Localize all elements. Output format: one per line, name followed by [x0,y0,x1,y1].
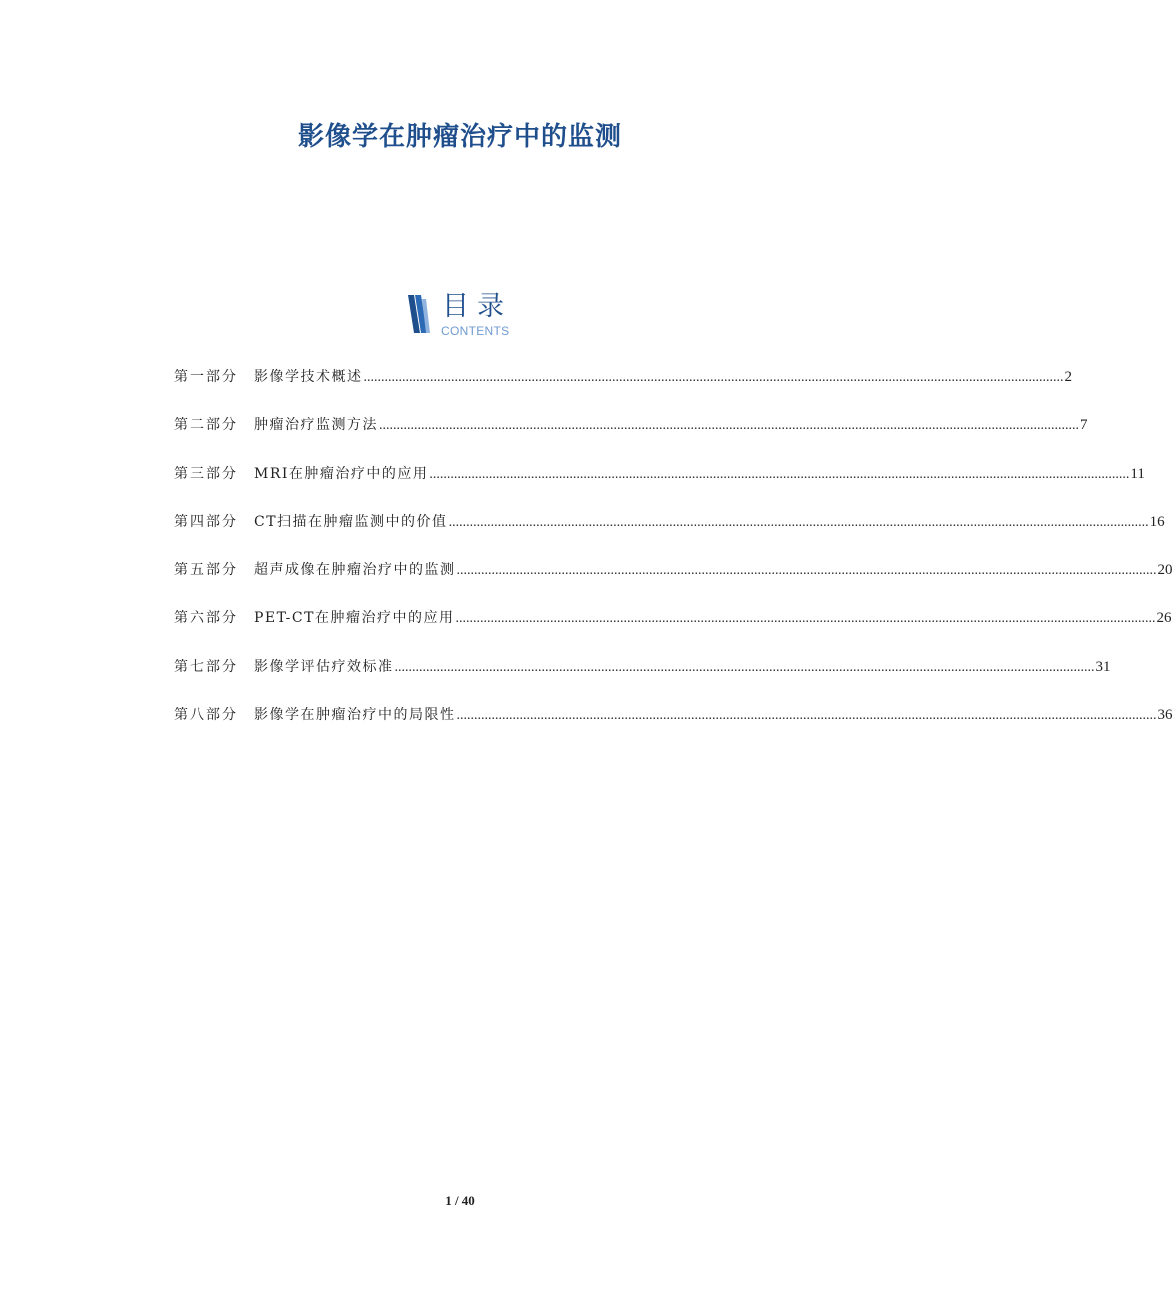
toc-entry-part: 第二部分 [174,417,238,434]
toc-entry-title: PET-CT在肿瘤治疗中的应用 [254,610,455,627]
toc-entry-title: 影像学技术概述 [254,369,363,385]
toc-entry-part: 第五部分 [174,562,238,579]
toc-dot-leader: ........................................................................................................................................................................................................ [429,466,1130,482]
toc-entry[interactable] [174,367,1072,415]
toc-entry-part: 第八部分 [174,707,238,724]
toc-entry[interactable] [174,464,1145,512]
toc-entry-page: 2 [1064,369,1072,385]
toc-heading: 目录 [442,291,512,322]
toc-logo-icon [406,295,432,335]
toc-entry[interactable] [174,657,1111,705]
toc-entry[interactable] [174,608,1172,656]
toc-entry-part: 第六部分 [174,610,238,627]
toc-list [174,367,1173,753]
toc-dot-leader: ........................................................................................................................................................................................................ [394,659,1095,675]
toc-dot-leader: ........................................................................................................................................................................................................ [379,418,1079,434]
toc-entry[interactable] [174,415,1088,463]
toc-dot-leader: ........................................................................................................................................................................................................ [363,370,1064,385]
document-title: 影像学在肿瘤治疗中的监测 [297,122,622,152]
toc-entry[interactable] [174,705,1173,753]
toc-dot-leader: ........................................................................................................................................................................................................ [456,708,1157,724]
toc-entry-part: 第三部分 [174,465,238,482]
toc-entry-part: 第七部分 [174,658,238,675]
toc-entry-page: 7 [1080,417,1088,434]
toc-header [406,293,526,341]
toc-entry-title: 超声成像在肿瘤治疗中的监测 [254,562,456,579]
toc-entry-title: 影像学在肿瘤治疗中的局限性 [254,707,456,724]
toc-dot-leader: ........................................................................................................................................................................................................ [448,514,1149,530]
toc-entry-title: MRI在肿瘤治疗中的应用 [254,465,429,482]
toc-entry-page: 36 [1157,707,1173,724]
page-number: 1 / 40 [445,1193,475,1208]
toc-dot-leader: ........................................................................................................................................................................................................ [456,563,1157,579]
toc-entry-page: 31 [1095,658,1111,675]
toc-entry-page: 16 [1149,513,1165,530]
toc-entry-title: 肿瘤治疗监测方法 [254,417,378,434]
toc-entry-page: 11 [1130,465,1145,482]
toc-entry-part: 第四部分 [174,513,238,530]
toc-entry-title: CT扫描在肿瘤监测中的价值 [254,513,448,530]
toc-entry[interactable] [174,512,1165,560]
toc-dot-leader: ........................................................................................................................................................................................................ [455,611,1156,627]
toc-entry-part: 第一部分 [174,369,238,385]
toc-entry-page: 26 [1156,610,1172,627]
toc-subheading: CONTENTS [441,324,510,338]
toc-entry[interactable] [174,560,1173,608]
toc-entry-title: 影像学评估疗效标准 [254,658,394,675]
toc-entry-page: 20 [1157,562,1173,579]
